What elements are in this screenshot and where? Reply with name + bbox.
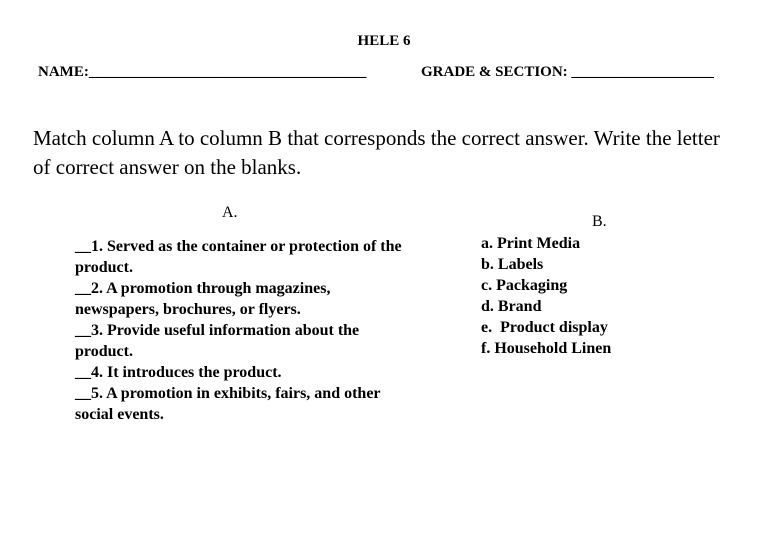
column-a-heading: A. [222, 204, 238, 221]
column-a-item-3: __3. Provide useful information about the product. [75, 322, 360, 360]
instructions-text: Match column A to column B that corresponds the correct answer. Write the letter of correct answer on the blanks. [33, 126, 720, 179]
column-b-item-f: f. Household Linen [481, 340, 612, 357]
column-b-item-b: b. Labels [481, 256, 544, 273]
column-b-heading: B. [592, 213, 607, 230]
column-b-list [481, 233, 731, 359]
grade-section-field-label: GRADE & SECTION: ___________________ [421, 64, 714, 80]
name-field-label: NAME:_____________________________________ [38, 64, 367, 80]
column-b-item-d: d. Brand [481, 298, 542, 315]
document-title: HELE 6 [357, 33, 411, 49]
column-b-item-e: e. Product display [481, 319, 608, 336]
column-a-item-2: __2. A promotion through magazines, newspapers, brochures, or flyers. [75, 280, 331, 318]
column-a-item-5: __5. A promotion in exhibits, fairs, and other social events. [75, 385, 381, 423]
column-b-item-c: c. Packaging [481, 277, 568, 294]
column-a-list [75, 236, 415, 425]
column-b-item-a: a. Print Media [481, 235, 581, 252]
column-a-item-4: __4. It introduces the product. [75, 364, 282, 381]
column-a-item-1: __1. Served as the container or protection of the product. [75, 238, 402, 276]
